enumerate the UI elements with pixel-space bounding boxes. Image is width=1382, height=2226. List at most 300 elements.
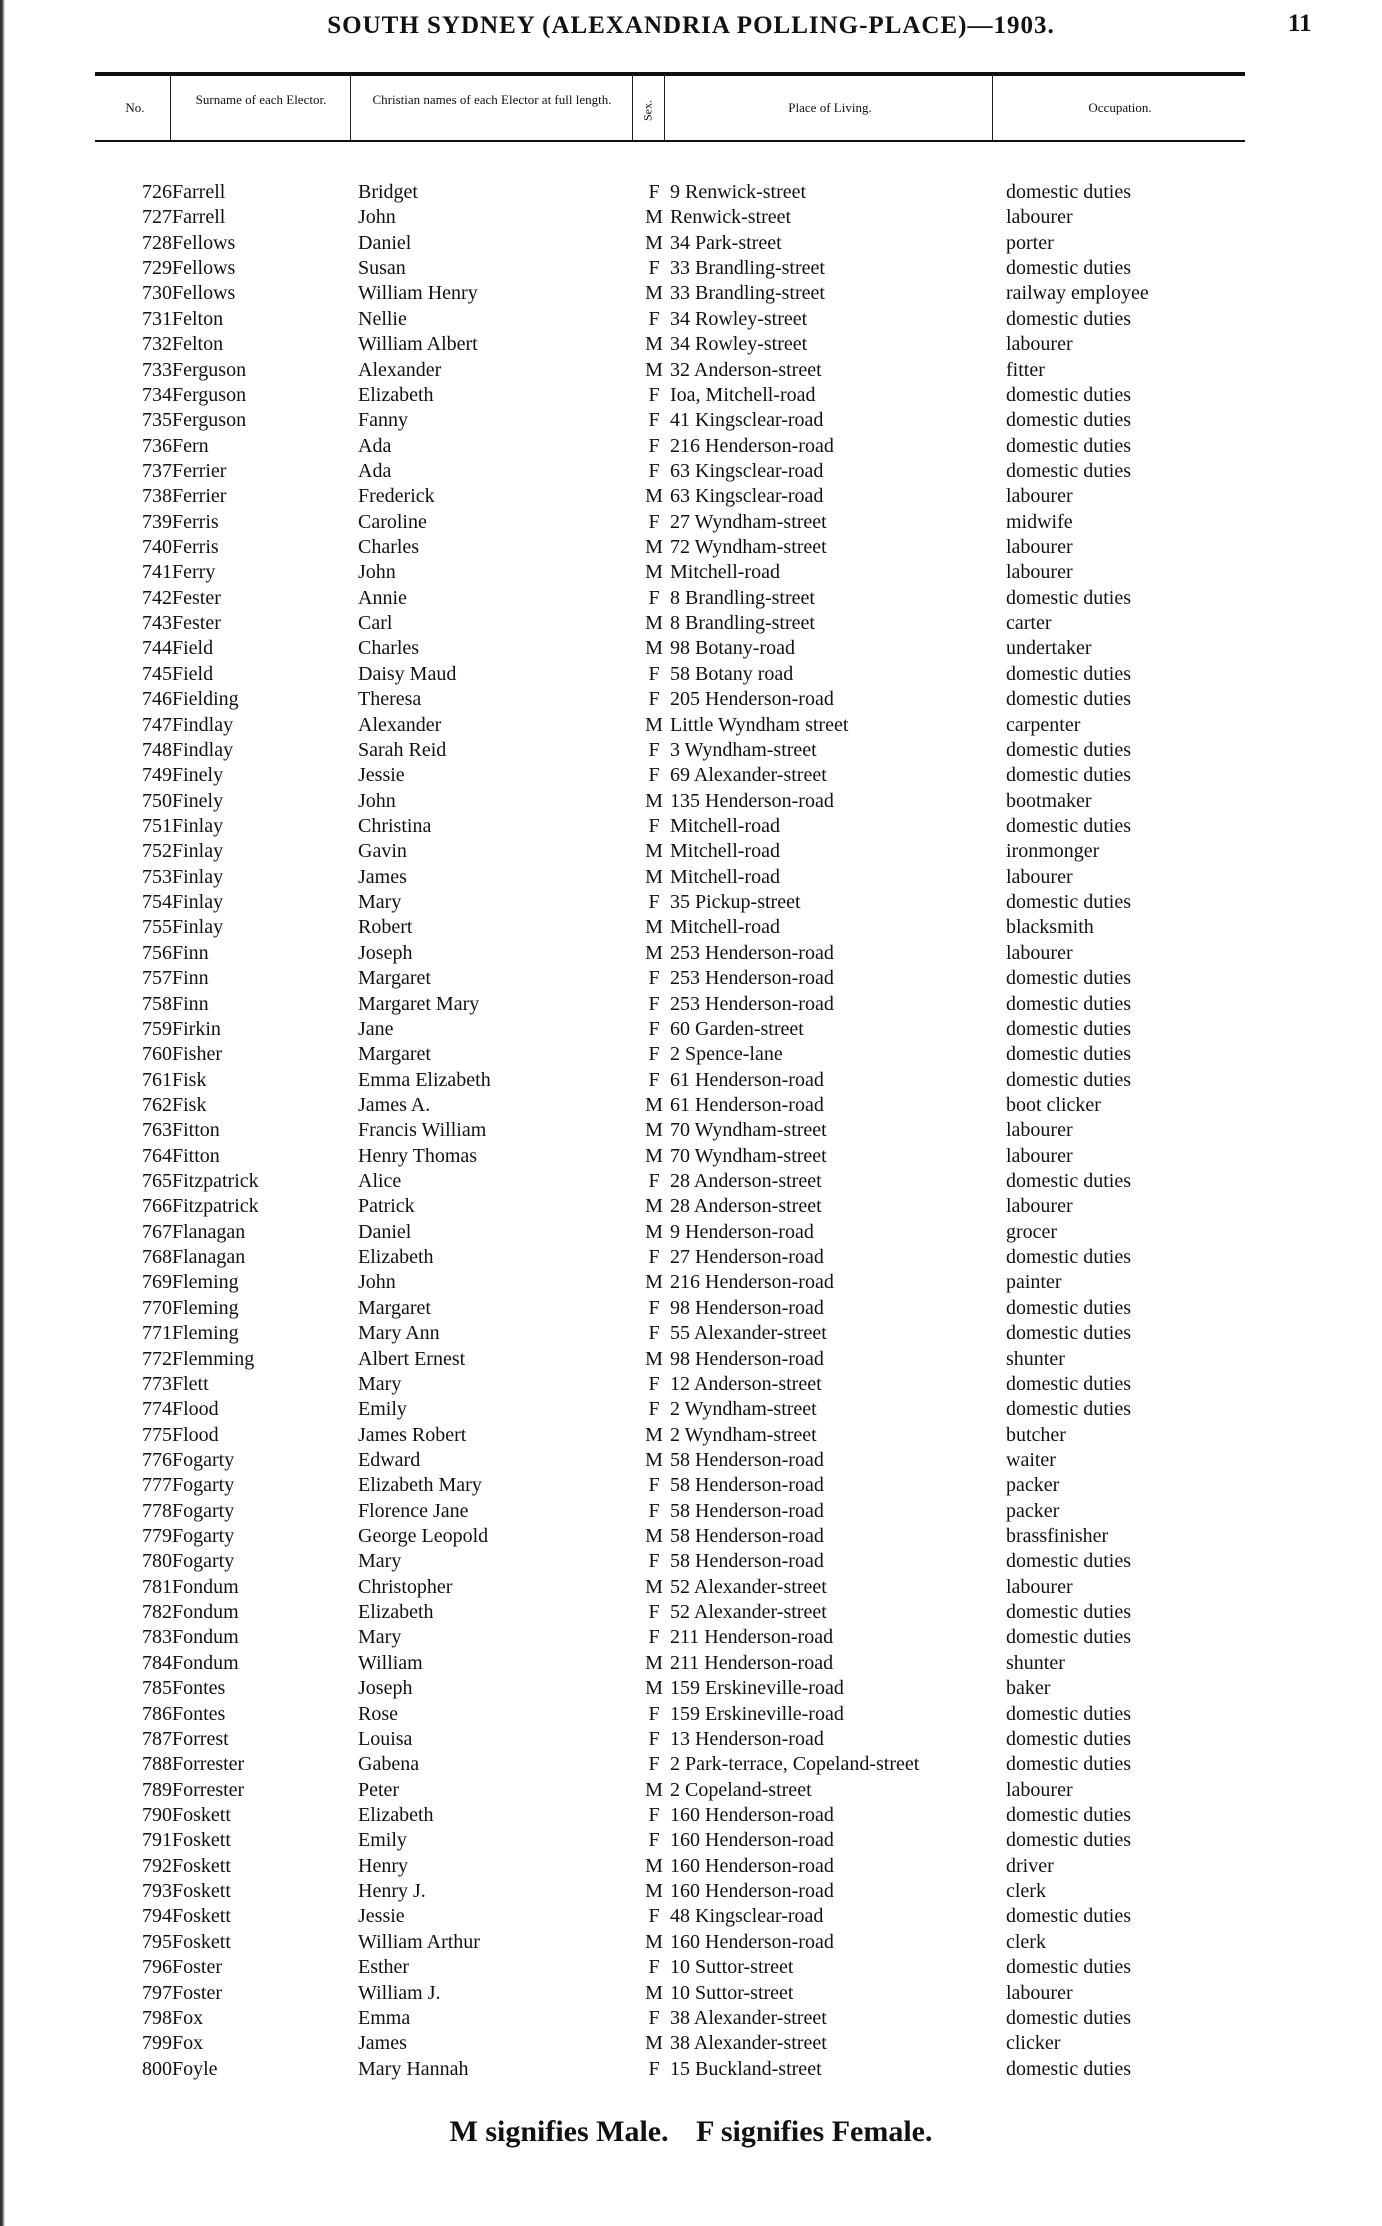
occupation: clicker: [1006, 2032, 1061, 2055]
christian-names: Fanny: [358, 409, 408, 432]
elector-number: 742: [142, 586, 172, 609]
surname: Fellows: [172, 282, 236, 305]
page-number: 11: [1288, 10, 1312, 37]
elector-number: 740: [142, 536, 172, 559]
occupation: blacksmith: [1006, 916, 1094, 939]
sex: M: [645, 1093, 663, 1116]
table-row: [0, 1347, 1382, 1372]
occupation: labourer: [1006, 1981, 1073, 2004]
elector-number: 748: [142, 738, 172, 761]
legend-male: M signifies Male.: [449, 2115, 669, 2148]
sex: F: [648, 1804, 660, 1826]
occupation: baker: [1006, 1677, 1051, 1700]
sex: M: [645, 1347, 663, 1370]
surname: Finely: [172, 789, 224, 812]
surname: Fogarty: [172, 1550, 235, 1573]
sex: M: [645, 1525, 663, 1548]
christian-names: Henry J.: [358, 1880, 426, 1903]
sex: F: [648, 1296, 660, 1319]
sex: F: [648, 586, 660, 609]
elector-number: 785: [142, 1677, 172, 1700]
christian-names: Ada: [358, 434, 392, 457]
table-row: [0, 1803, 1382, 1828]
sex: M: [645, 1677, 663, 1700]
surname: Fielding: [172, 688, 239, 711]
place-of-living: 9 Henderson-road: [670, 1220, 814, 1243]
surname: Foskett: [172, 1905, 231, 1928]
occupation: domestic duties: [1006, 1905, 1131, 1928]
sex: F: [648, 1829, 660, 1852]
occupation: domestic duties: [1006, 1170, 1131, 1193]
occupation: domestic duties: [1006, 1550, 1131, 1573]
sex: F: [648, 409, 660, 432]
elector-number: 732: [142, 333, 172, 356]
elector-number: 736: [142, 434, 172, 457]
surname: Fox: [172, 2032, 204, 2055]
table-row: [0, 1524, 1382, 1549]
christian-names: Mary: [358, 1626, 402, 1649]
occupation: domestic duties: [1006, 688, 1131, 711]
surname: Fontes: [172, 1702, 226, 1725]
sex: M: [645, 1220, 663, 1243]
christian-names: Gabena: [358, 1753, 420, 1776]
place-of-living: Mitchell-road: [670, 561, 780, 584]
surname: Fester: [172, 586, 221, 609]
surname: Foskett: [172, 1880, 231, 1903]
christian-names: Margaret Mary: [358, 992, 480, 1015]
christian-names: Emma: [358, 2006, 411, 2029]
christian-names: Joseph: [358, 941, 413, 964]
christian-names: Theresa: [358, 688, 422, 711]
occupation: clerk: [1006, 1930, 1046, 1953]
table-row: [0, 1169, 1382, 1194]
surname: Ferrier: [172, 459, 227, 482]
elector-number: 781: [142, 1575, 172, 1598]
elector-number: 787: [142, 1727, 172, 1750]
table-row: [0, 763, 1382, 788]
elector-number: 747: [142, 713, 172, 736]
elector-number: 790: [142, 1804, 172, 1826]
table-row: [0, 1879, 1382, 1904]
surname: Ferris: [172, 510, 219, 533]
christian-names: Alexander: [358, 713, 442, 736]
sex: M: [645, 1880, 663, 1903]
elector-number: 751: [142, 814, 172, 837]
place-of-living: 38 Alexander-street: [670, 2006, 827, 2029]
place-of-living: 63 Kingsclear-road: [670, 459, 824, 482]
surname: Fleming: [172, 1322, 239, 1345]
place-of-living: Mitchell-road: [670, 840, 780, 863]
elector-number: 795: [142, 1930, 172, 1953]
christian-names: William Arthur: [358, 1930, 480, 1953]
christian-names: Elizabeth: [358, 383, 434, 406]
header-sex-label: Sex.: [640, 100, 655, 121]
place-of-living: 160 Henderson-road: [670, 1829, 834, 1852]
elector-number: 749: [142, 764, 172, 787]
elector-number: 789: [142, 1778, 172, 1801]
table-row: [0, 789, 1382, 814]
elector-number: 744: [142, 637, 172, 660]
sex: F: [648, 1499, 660, 1522]
christian-names: Joseph: [358, 1677, 413, 1700]
christian-names: William Henry: [358, 282, 478, 305]
table-row: [0, 1778, 1382, 1803]
elector-number: 764: [142, 1144, 172, 1167]
table-row: [0, 2057, 1382, 2082]
christian-names: Elizabeth: [358, 1246, 434, 1269]
table-row: [0, 1981, 1382, 2006]
occupation: labourer: [1006, 865, 1073, 888]
sex: M: [645, 1448, 663, 1471]
elector-number: 739: [142, 510, 172, 533]
place-of-living: 28 Anderson-street: [670, 1170, 822, 1193]
table-row: [0, 484, 1382, 509]
table-row: [0, 510, 1382, 535]
place-of-living: 205 Henderson-road: [670, 688, 834, 711]
occupation: shunter: [1006, 1347, 1065, 1370]
surname: Firkin: [172, 1017, 221, 1040]
place-of-living: 216 Henderson-road: [670, 434, 834, 457]
surname: Ferguson: [172, 383, 247, 406]
place-of-living: 33 Brandling-street: [670, 257, 825, 280]
occupation: ironmonger: [1006, 840, 1100, 863]
table-row: [0, 941, 1382, 966]
sex: F: [648, 1550, 660, 1573]
christian-names: Elizabeth: [358, 1601, 434, 1624]
table-row: [0, 180, 1382, 205]
place-of-living: 55 Alexander-street: [670, 1322, 827, 1345]
place-of-living: 160 Henderson-road: [670, 1930, 834, 1953]
table-row: [0, 1828, 1382, 1853]
sex: M: [645, 612, 663, 635]
occupation: domestic duties: [1006, 1043, 1131, 1066]
christian-names: Alexander: [358, 358, 442, 381]
occupation: domestic duties: [1006, 891, 1131, 914]
sex: F: [648, 738, 660, 761]
elector-number: 763: [142, 1119, 172, 1142]
elector-number: 786: [142, 1702, 172, 1725]
surname: Foyle: [172, 2057, 218, 2080]
sex: M: [645, 1195, 663, 1218]
occupation: labourer: [1006, 333, 1073, 356]
place-of-living: 58 Botany road: [670, 662, 794, 685]
surname: Flemming: [172, 1347, 255, 1370]
elector-number: 799: [142, 2032, 172, 2055]
sex: M: [645, 536, 663, 559]
table-row: [0, 738, 1382, 763]
surname: Findlay: [172, 738, 234, 761]
header-top-rule: [95, 72, 1245, 76]
elector-number: 792: [142, 1854, 172, 1877]
sex: F: [648, 1956, 660, 1979]
elector-number: 772: [142, 1347, 172, 1370]
christian-names: Albert Ernest: [358, 1347, 466, 1370]
surname: Finlay: [172, 814, 224, 837]
place-of-living: 52 Alexander-street: [670, 1601, 827, 1624]
place-of-living: 8 Brandling-street: [670, 612, 815, 635]
occupation: domestic duties: [1006, 1296, 1131, 1319]
surname: Fontes: [172, 1677, 226, 1700]
place-of-living: 58 Henderson-road: [670, 1550, 824, 1573]
christian-names: Mary Hannah: [358, 2057, 469, 2080]
table-row: [0, 1854, 1382, 1879]
sex: F: [648, 434, 660, 457]
surname: Fester: [172, 612, 221, 635]
elector-number: 776: [142, 1448, 172, 1471]
christian-names: Christopher: [358, 1575, 453, 1598]
table-row: [0, 1372, 1382, 1397]
table-row: [0, 1727, 1382, 1752]
surname: Ferguson: [172, 358, 247, 381]
place-of-living: 34 Park-street: [670, 231, 782, 254]
sex: M: [645, 1144, 663, 1167]
occupation: domestic duties: [1006, 1829, 1131, 1852]
table-row: [0, 1118, 1382, 1143]
table-row: [0, 1600, 1382, 1625]
place-of-living: 135 Henderson-road: [670, 789, 834, 812]
surname: Finlay: [172, 840, 224, 863]
column-divider: [664, 75, 665, 140]
surname: Finn: [172, 992, 209, 1015]
table-row: [0, 1321, 1382, 1346]
surname: Forrester: [172, 1778, 245, 1801]
christian-names: John: [358, 561, 396, 584]
place-of-living: 159 Erskineville-road: [670, 1677, 844, 1700]
surname: Foster: [172, 1956, 222, 1979]
elector-number: 784: [142, 1651, 172, 1674]
table-row: [0, 2006, 1382, 2031]
elector-number: 753: [142, 865, 172, 888]
table-row: [0, 281, 1382, 306]
occupation: domestic duties: [1006, 2006, 1131, 2029]
christian-names: Annie: [358, 586, 407, 609]
occupation: grocer: [1006, 1220, 1058, 1243]
place-of-living: 69 Alexander-street: [670, 764, 827, 787]
place-of-living: 60 Garden-street: [670, 1017, 804, 1040]
elector-number: 746: [142, 688, 172, 711]
surname: Flood: [172, 1398, 219, 1421]
elector-number: 769: [142, 1271, 172, 1294]
place-of-living: 2 Copeland-street: [670, 1778, 812, 1801]
elector-number: 793: [142, 1880, 172, 1903]
christian-names: Alice: [358, 1170, 402, 1193]
christian-names: John: [358, 206, 396, 229]
place-of-living: 58 Henderson-road: [670, 1499, 824, 1522]
table-row: [0, 535, 1382, 560]
place-of-living: 61 Henderson-road: [670, 1093, 824, 1116]
place-of-living: 58 Henderson-road: [670, 1525, 824, 1548]
christian-names: Peter: [358, 1778, 400, 1801]
christian-names: Sarah Reid: [358, 738, 447, 761]
surname: Fondum: [172, 1601, 239, 1624]
sex: M: [645, 1271, 663, 1294]
surname: Ferguson: [172, 409, 247, 432]
surname: Fogarty: [172, 1448, 235, 1471]
christian-names: James: [358, 2032, 407, 2055]
sex: F: [648, 662, 660, 685]
christian-names: Mary: [358, 1550, 402, 1573]
sex: F: [648, 1372, 660, 1395]
surname: Fogarty: [172, 1474, 235, 1497]
surname: Ferry: [172, 561, 216, 584]
elector-number: 765: [142, 1170, 172, 1193]
occupation: packer: [1006, 1474, 1060, 1497]
table-row: [0, 1549, 1382, 1574]
sex: M: [645, 865, 663, 888]
occupation: domestic duties: [1006, 1322, 1131, 1345]
surname: Fondum: [172, 1575, 239, 1598]
table-row: [0, 1473, 1382, 1498]
table-row: [0, 1423, 1382, 1448]
surname: Flanagan: [172, 1220, 246, 1243]
table-row: [0, 1397, 1382, 1422]
place-of-living: Renwick-street: [670, 206, 792, 229]
table-row: [0, 358, 1382, 383]
table-row: [0, 231, 1382, 256]
elector-number: 770: [142, 1296, 172, 1319]
place-of-living: 52 Alexander-street: [670, 1575, 827, 1598]
table-row: [0, 611, 1382, 636]
sex: M: [645, 1651, 663, 1674]
place-of-living: 2 Wyndham-street: [670, 1423, 817, 1446]
christian-names: Emily: [358, 1398, 407, 1421]
place-of-living: 27 Wyndham-street: [670, 510, 827, 533]
occupation: domestic duties: [1006, 307, 1131, 330]
table-row: [0, 1296, 1382, 1321]
surname: Finlay: [172, 916, 224, 939]
occupation: labourer: [1006, 1575, 1073, 1598]
christian-names: George Leopold: [358, 1525, 489, 1548]
table-row: [0, 1270, 1382, 1295]
surname: Felton: [172, 307, 224, 330]
elector-number: 727: [142, 206, 172, 229]
surname: Felton: [172, 333, 224, 356]
table-row: [0, 2031, 1382, 2056]
table-row: [0, 1042, 1382, 1067]
place-of-living: 10 Suttor-street: [670, 1981, 794, 2004]
table-row: [0, 332, 1382, 357]
occupation: domestic duties: [1006, 1017, 1131, 1040]
place-of-living: 41 Kingsclear-road: [670, 409, 824, 432]
table-row: [0, 814, 1382, 839]
place-of-living: 98 Botany-road: [670, 637, 795, 660]
occupation: domestic duties: [1006, 2057, 1131, 2080]
elector-number: 760: [142, 1043, 172, 1066]
place-of-living: 32 Anderson-street: [670, 358, 822, 381]
place-of-living: 98 Henderson-road: [670, 1347, 824, 1370]
christian-names: Daniel: [358, 231, 412, 254]
column-divider: [350, 75, 351, 140]
occupation: labourer: [1006, 941, 1073, 964]
surname: Fox: [172, 2006, 204, 2029]
sex: F: [648, 2057, 660, 2080]
occupation: domestic duties: [1006, 1753, 1131, 1776]
surname: Fondum: [172, 1651, 239, 1674]
occupation: domestic duties: [1006, 1702, 1131, 1725]
occupation: domestic duties: [1006, 992, 1131, 1015]
sex: M: [645, 637, 663, 660]
table-row: [0, 915, 1382, 940]
table-row: [0, 1702, 1382, 1727]
surname: Forrester: [172, 1753, 245, 1776]
surname: Finn: [172, 941, 209, 964]
occupation: shunter: [1006, 1651, 1065, 1674]
occupation: labourer: [1006, 536, 1073, 559]
sex: M: [645, 1778, 663, 1801]
christian-names: Henry: [358, 1854, 408, 1877]
surname: Flood: [172, 1423, 219, 1446]
sex: M: [645, 1854, 663, 1877]
occupation: undertaker: [1006, 637, 1092, 660]
place-of-living: 160 Henderson-road: [670, 1880, 834, 1903]
table-row: [0, 890, 1382, 915]
surname: Finlay: [172, 891, 224, 914]
surname: Flanagan: [172, 1246, 246, 1269]
sex: F: [648, 1474, 660, 1497]
place-of-living: 211 Henderson-road: [670, 1651, 834, 1674]
christian-names: Jessie: [358, 1905, 405, 1928]
elector-number: 775: [142, 1423, 172, 1446]
sex: M: [645, 333, 663, 356]
place-of-living: 34 Rowley-street: [670, 333, 808, 356]
occupation: domestic duties: [1006, 181, 1131, 203]
place-of-living: 12 Anderson-street: [670, 1372, 822, 1395]
place-of-living: 63 Kingsclear-road: [670, 485, 824, 508]
elector-number: 762: [142, 1093, 172, 1116]
christian-names: Rose: [358, 1702, 398, 1725]
place-of-living: 27 Henderson-road: [670, 1246, 824, 1269]
sex: F: [648, 307, 660, 330]
table-row: [0, 1752, 1382, 1777]
christian-names: Emily: [358, 1829, 407, 1852]
christian-names: Margaret: [358, 967, 431, 990]
christian-names: Mary: [358, 1372, 402, 1395]
occupation: painter: [1006, 1271, 1062, 1294]
place-of-living: Mitchell-road: [670, 865, 780, 888]
elector-table: [0, 180, 1382, 2082]
occupation: clerk: [1006, 1880, 1046, 1903]
table-row: [0, 307, 1382, 332]
sex: M: [645, 1930, 663, 1953]
place-of-living: 216 Henderson-road: [670, 1271, 834, 1294]
occupation: midwife: [1006, 510, 1073, 533]
table-row: [0, 636, 1382, 661]
table-row: [0, 839, 1382, 864]
header-surname: Surname of each Elector.: [195, 92, 327, 107]
surname: Foster: [172, 1981, 222, 2004]
table-row: [0, 1017, 1382, 1042]
legend-female: F signifies Female.: [696, 2115, 933, 2148]
occupation: butcher: [1006, 1423, 1066, 1446]
occupation: domestic duties: [1006, 257, 1131, 280]
table-row: [0, 434, 1382, 459]
occupation: labourer: [1006, 561, 1073, 584]
place-of-living: 70 Wyndham-street: [670, 1144, 827, 1167]
christian-names: Nellie: [358, 307, 407, 330]
header-bottom-rule: [95, 140, 1245, 142]
christian-names: Margaret: [358, 1296, 431, 1319]
table-row: [0, 459, 1382, 484]
elector-number: 735: [142, 409, 172, 432]
surname: Foskett: [172, 1854, 231, 1877]
occupation: boot clicker: [1006, 1093, 1101, 1116]
surname: Forrest: [172, 1727, 229, 1750]
sex: F: [648, 967, 660, 990]
elector-number: 783: [142, 1626, 172, 1649]
occupation: railway employee: [1006, 282, 1149, 305]
elector-number: 755: [142, 916, 172, 939]
elector-number: 752: [142, 840, 172, 863]
